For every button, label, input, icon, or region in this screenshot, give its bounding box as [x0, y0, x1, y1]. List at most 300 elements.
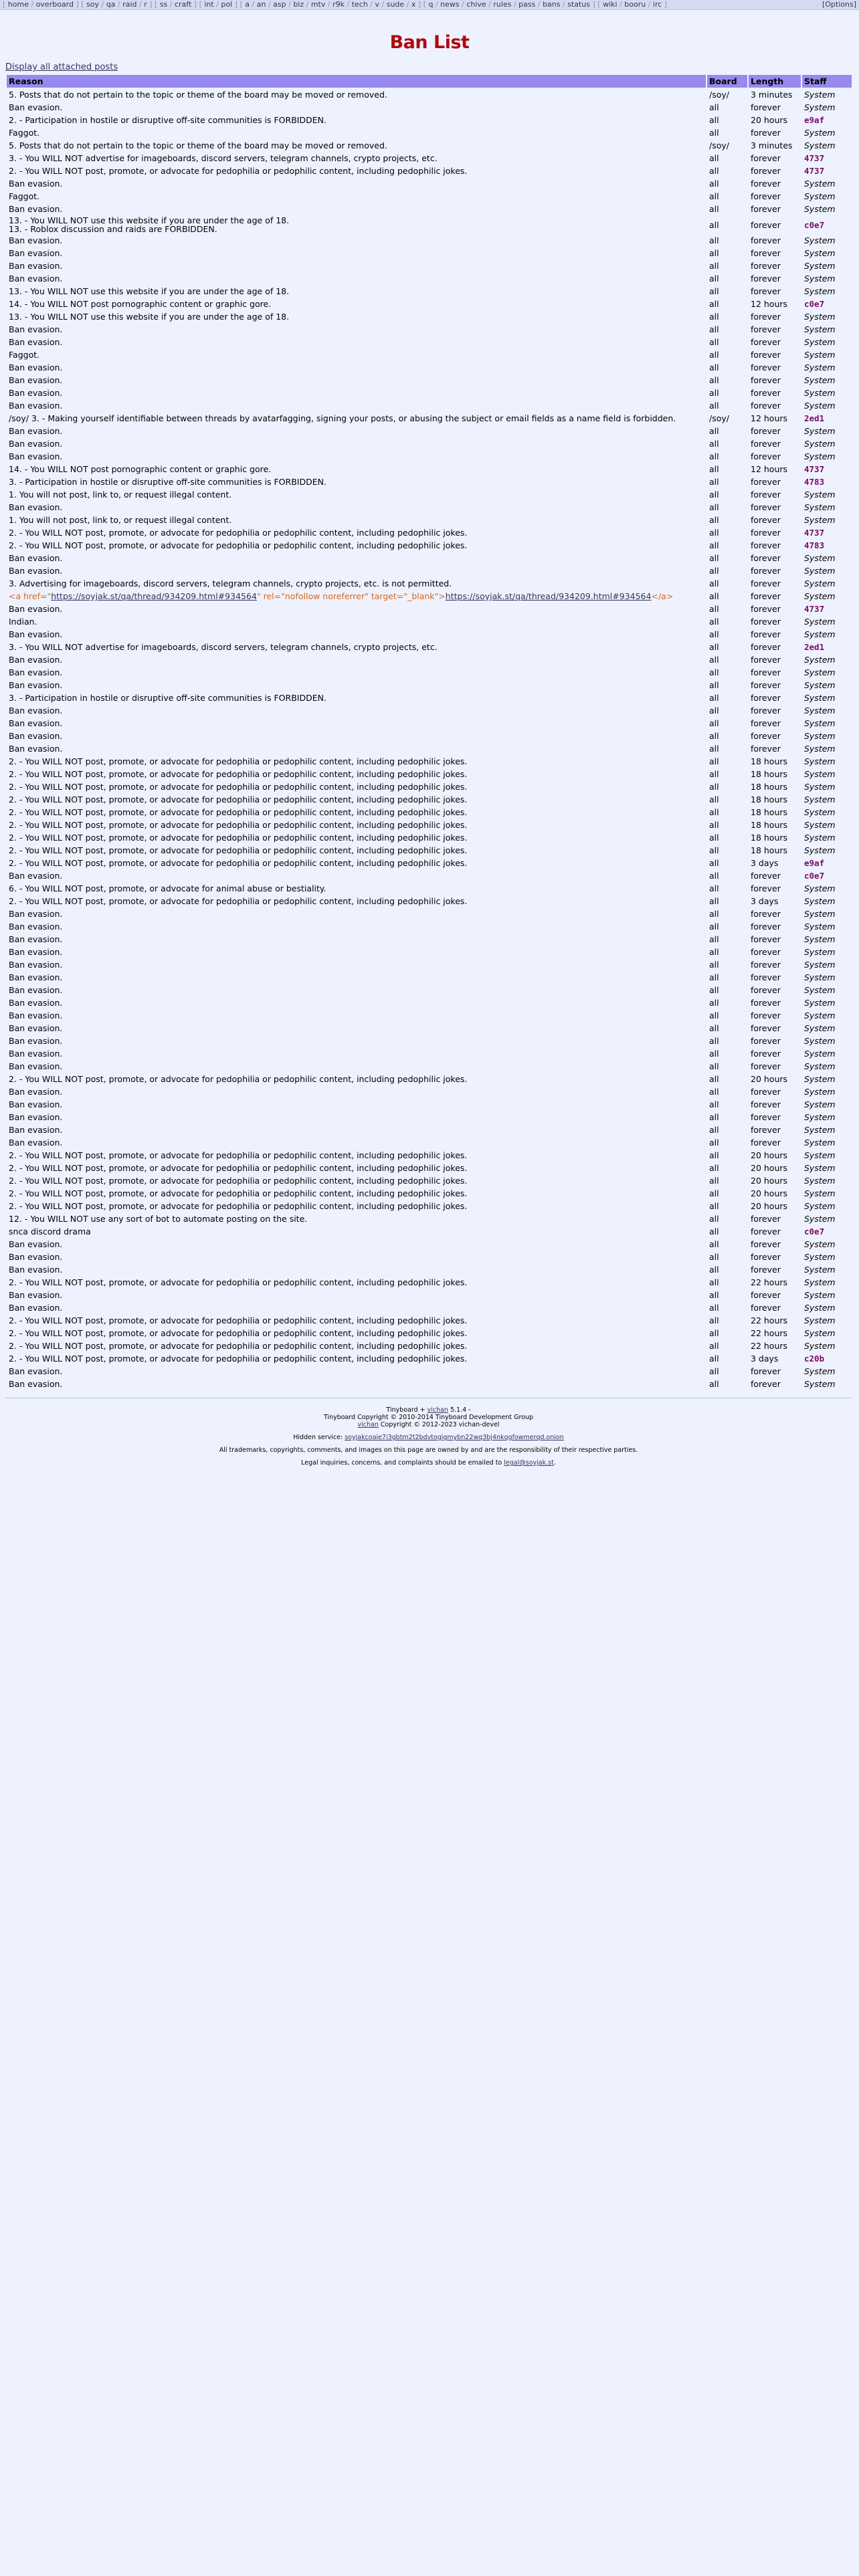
ban-reason: Ban evasion.	[9, 960, 63, 970]
ban-row	[7, 540, 852, 551]
ban-row	[7, 1124, 852, 1136]
ban-reason: Ban evasion.	[9, 947, 63, 957]
ban-reason: 2. - You WILL NOT post, promote, or advocate for pedophilia or pedophilic content, including pedophilic jokes.	[9, 1201, 468, 1211]
nav-link-craft[interactable]: craft	[174, 0, 192, 9]
ban-staff: System	[804, 261, 836, 271]
ban-staff: System	[804, 1252, 836, 1262]
ban-staff: System	[804, 1061, 836, 1071]
nav-separator: /	[250, 0, 257, 9]
ban-length: forever	[751, 102, 781, 112]
nav-separator: /	[304, 0, 311, 9]
nav-link-bans[interactable]: bans	[543, 0, 561, 9]
ban-reason: Ban evasion.	[9, 337, 63, 347]
ban-staff: System	[804, 629, 836, 639]
ban-length: forever	[751, 426, 781, 436]
footer-trademark: All trademarks, copyrights, comments, and images on this page are owned by and are the responsibility of their respective parties.	[219, 1446, 638, 1454]
nav-link-r9k[interactable]: r9k	[332, 0, 345, 9]
ban-reason: Ban evasion.	[9, 718, 63, 728]
ban-board: all	[709, 219, 719, 230]
ban-row	[7, 387, 852, 399]
nav-link-qa[interactable]: qa	[106, 0, 116, 9]
nav-link-home[interactable]: home	[7, 0, 29, 9]
ban-reason: Ban evasion.	[9, 909, 63, 919]
ban-reason: 2. - You WILL NOT post, promote, or advocate for pedophilia or pedophilic content, including pedophilic jokes.	[9, 1150, 468, 1160]
ban-staff: System	[804, 744, 836, 754]
footer-vichan-link-2[interactable]: vichan	[357, 1421, 379, 1428]
nav-link-ss[interactable]: ss	[159, 0, 168, 9]
ban-reason: Ban evasion.	[9, 102, 63, 112]
ban-length: forever	[751, 871, 781, 881]
ban-reason: 2. - You WILL NOT post, promote, or advocate for pedophilia or pedophilic content, including pedophilic jokes.	[9, 794, 468, 804]
ban-reason: Faggot.	[9, 191, 40, 201]
footer-vichan-link[interactable]: vichan	[427, 1406, 448, 1414]
ban-reason: Ban evasion.	[9, 1010, 63, 1021]
ban-board: all	[709, 1074, 719, 1084]
ban-board: all	[709, 191, 719, 201]
ban-row	[7, 934, 852, 945]
ban-row	[7, 1315, 852, 1326]
ban-reason: 2. - You WILL NOT post, promote, or advocate for pedophilia or pedophilic content, including pedophilic jokes.	[9, 782, 468, 792]
nav-separator: /	[213, 0, 221, 9]
ban-row	[7, 768, 852, 780]
ban-length: 12 hours	[751, 299, 788, 309]
ban-reason: Ban evasion.	[9, 1379, 63, 1389]
ban-board: all	[709, 756, 719, 766]
ban-reason: 3. - You WILL NOT advertise for imageboards, discord servers, telegram channels, crypto projects, etc.	[9, 642, 438, 652]
ban-row	[7, 591, 852, 602]
legal-email-link[interactable]: legal@soyjak.st	[504, 1459, 554, 1467]
nav-link-an[interactable]: an	[256, 0, 266, 9]
ban-board: all	[709, 909, 719, 919]
ban-length: forever	[751, 324, 781, 334]
nav-link-r[interactable]: r	[144, 0, 147, 9]
ban-reason	[7, 216, 706, 233]
ban-staff: 4783	[804, 477, 825, 487]
ban-length: forever	[751, 1061, 781, 1071]
ban-staff: System	[804, 515, 836, 525]
ban-staff: System	[804, 756, 836, 766]
ban-board: all	[709, 248, 719, 258]
ban-staff: System	[804, 1150, 836, 1160]
ban-staff: System	[804, 934, 836, 944]
nav-link-pol[interactable]: pol	[221, 0, 233, 9]
ban-row	[7, 756, 852, 767]
header-staff[interactable]: Staff	[802, 75, 852, 88]
ban-row	[7, 1353, 852, 1364]
ban-staff: System	[804, 1010, 836, 1021]
display-attached-posts-link[interactable]: Display all attached posts	[5, 62, 118, 72]
ban-staff: System	[804, 502, 836, 512]
nav-link-x[interactable]: x	[411, 0, 416, 9]
ban-staff: System	[804, 667, 836, 677]
ban-reason: Ban evasion.	[9, 1252, 63, 1262]
nav-link-v[interactable]: v	[375, 0, 380, 9]
reason-post-link[interactable]: https://soyjak.st/qa/thread/934209.html#934564	[51, 591, 257, 601]
ban-staff: System	[804, 820, 836, 830]
ban-length: forever	[751, 998, 781, 1008]
ban-row	[7, 1086, 852, 1097]
ban-reason: Ban evasion.	[9, 179, 63, 189]
ban-row	[7, 641, 852, 653]
ban-row	[7, 114, 852, 126]
ban-reason: Ban evasion.	[9, 1265, 63, 1275]
ban-reason: Ban evasion.	[9, 362, 63, 372]
header-reason[interactable]: Reason	[7, 75, 706, 88]
ban-row	[7, 1099, 852, 1110]
ban-length: 20 hours	[751, 1201, 788, 1211]
ban-row	[7, 1302, 852, 1313]
ban-board: all	[709, 1201, 719, 1211]
nav-link-tech[interactable]: tech	[351, 0, 368, 9]
ban-board: all	[709, 604, 719, 614]
nav-separator: /	[286, 0, 294, 9]
ban-staff: System	[804, 566, 836, 576]
ban-length: forever	[751, 528, 781, 538]
ban-board: all	[709, 286, 719, 296]
ban-reason: 2. - You WILL NOT post, promote, or advocate for pedophilia or pedophilic content, including pedophilic jokes.	[9, 166, 468, 176]
footer-version: 5.1.4 -	[448, 1406, 471, 1414]
ban-board: all	[709, 1049, 719, 1059]
nav-separator: /	[433, 0, 441, 9]
ban-staff: System	[804, 1176, 836, 1186]
ban-reason: snca discord drama	[9, 1226, 91, 1237]
ban-reason: 13. - You WILL NOT use this website if you are under the age of 18.	[9, 286, 290, 296]
ban-staff: System	[804, 324, 836, 334]
ban-length: forever	[751, 439, 781, 449]
ban-board: all	[709, 1176, 719, 1186]
ban-staff: System	[804, 1328, 836, 1338]
ban-staff: System	[804, 1379, 836, 1389]
nav-link-news[interactable]: news	[440, 0, 460, 9]
ban-reason: 2. - You WILL NOT post, promote, or advocate for pedophilia or pedophilic content, including pedophilic jokes.	[9, 756, 468, 766]
ban-row	[7, 730, 852, 742]
hidden-service-label: Hidden service:	[293, 1434, 345, 1441]
ban-reason: 3. - Participation in hostile or disruptive off-site communities is FORBIDDEN.	[9, 477, 326, 487]
ban-reason: 5. Posts that do not pertain to the topic or theme of the board may be moved or removed.	[9, 140, 387, 150]
ban-board: all	[709, 350, 719, 360]
ban-staff: System	[804, 883, 836, 893]
ban-length: forever	[751, 540, 781, 550]
ban-reason: Ban evasion.	[9, 1099, 63, 1109]
nav-link-pass[interactable]: pass	[518, 0, 536, 9]
ban-length: forever	[751, 286, 781, 296]
nav-bracket: ] [	[73, 0, 87, 9]
ban-staff: System	[804, 1214, 836, 1224]
ban-row	[7, 946, 852, 958]
ban-length: forever	[751, 1010, 781, 1021]
options-button[interactable]: [Options]	[822, 0, 856, 9]
ban-reason: Ban evasion.	[9, 922, 63, 932]
ban-row	[7, 336, 852, 348]
header-length[interactable]: Length	[749, 75, 801, 88]
nav-bracket: [	[3, 0, 8, 9]
nav-link-biz[interactable]: biz	[293, 0, 304, 9]
ban-reason: 2. - You WILL NOT post, promote, or advocate for pedophilia or pedophilic content, including pedophilic jokes.	[9, 896, 468, 906]
nav-link-rules[interactable]: rules	[493, 0, 512, 9]
ban-row	[7, 349, 852, 360]
nav-bracket: ] [	[147, 0, 160, 9]
ban-board: all	[709, 204, 719, 214]
ban-board: all	[709, 1303, 719, 1313]
ban-reason: Ban evasion.	[9, 744, 63, 754]
ban-reason: Ban evasion.	[9, 566, 63, 576]
ban-staff: System	[804, 1074, 836, 1084]
ban-staff: System	[804, 312, 836, 322]
ban-reason: 2. - You WILL NOT post, promote, or advocate for pedophilia or pedophilic content, including pedophilic jokes.	[9, 1341, 468, 1351]
ban-reason: Ban evasion.	[9, 553, 63, 563]
ban-reason: 2. - You WILL NOT post, promote, or advocate for pedophilia or pedophilic content, including pedophilic jokes.	[9, 540, 468, 550]
ban-board: all	[709, 566, 719, 576]
ban-row	[7, 502, 852, 513]
ban-reason: Ban evasion.	[9, 235, 63, 245]
ban-staff: System	[804, 274, 836, 284]
ban-row	[7, 1277, 852, 1288]
ban-row	[7, 1061, 852, 1072]
ban-length: forever	[751, 972, 781, 982]
nav-separator: /	[345, 0, 352, 9]
ban-length: forever	[751, 515, 781, 525]
nav-separator: /	[646, 0, 653, 9]
ban-staff: System	[804, 693, 836, 703]
nav-link-irc[interactable]: irc	[652, 0, 662, 9]
ban-board: all	[709, 629, 719, 639]
ban-reason: /soy/ 3. - Making yourself identifiable between threads by avatarfagging, signing your posts, or abusing the subject or email fields as a name field is forbidden.	[9, 413, 676, 423]
reason-post-link[interactable]: https://soyjak.st/qa/thread/934209.html#934564	[445, 591, 652, 601]
ban-board: all	[709, 540, 719, 550]
ban-staff: System	[804, 718, 836, 728]
nav-link-raid[interactable]: raid	[122, 0, 137, 9]
ban-board: all	[709, 845, 719, 855]
ban-row	[7, 832, 852, 843]
ban-length: 20 hours	[751, 115, 788, 125]
ban-staff: System	[804, 191, 836, 201]
ban-row	[7, 997, 852, 1008]
ban-length: forever	[751, 604, 781, 614]
ban-reason: Ban evasion.	[9, 204, 63, 214]
ban-board: all	[709, 362, 719, 372]
ban-board: all	[709, 794, 719, 804]
ban-length: forever	[751, 1379, 781, 1389]
ban-reason: Ban evasion.	[9, 1366, 63, 1376]
footer-vichan-copyright: Copyright © 2012-2023 vichan-devel	[378, 1421, 500, 1428]
ban-row	[7, 1251, 852, 1263]
ban-reason: Ban evasion.	[9, 1125, 63, 1135]
ban-rows	[7, 89, 852, 1390]
ban-board: all	[709, 782, 719, 792]
ban-staff: System	[804, 401, 836, 411]
footer-hidden-service	[5, 1434, 852, 1441]
ban-reason: Ban evasion.	[9, 871, 63, 881]
ban-staff: e9af	[804, 858, 825, 868]
ban-staff: System	[804, 350, 836, 360]
ban-board: all	[709, 1354, 719, 1364]
ban-row	[7, 451, 852, 462]
ban-length: forever	[751, 375, 781, 385]
ban-length: forever	[751, 1214, 781, 1224]
ban-staff: System	[804, 972, 836, 982]
ban-board: all	[709, 617, 719, 627]
ban-length: forever	[751, 1099, 781, 1109]
ban-staff: System	[804, 1239, 836, 1249]
nav-link-q[interactable]: q	[428, 0, 434, 9]
ban-board: all	[709, 464, 719, 474]
ban-length: forever	[751, 248, 781, 258]
nav-bracket: ] [	[191, 0, 205, 9]
ban-row	[7, 1073, 852, 1085]
ban-board: all	[709, 451, 719, 461]
onion-link[interactable]: soyjakcoaie7i3gbtm2t2bdvtogigmybn22wq3bj4nkqgfowmerqd.onion	[345, 1434, 564, 1441]
nav-link-sude[interactable]: sude	[386, 0, 405, 9]
ban-staff: System	[804, 960, 836, 970]
ban-board: all	[709, 642, 719, 652]
nav-link-overboard[interactable]: overboard	[35, 0, 74, 9]
ban-board: all	[709, 731, 719, 741]
ban-length: forever	[751, 629, 781, 639]
ban-length: forever	[751, 1252, 781, 1262]
ban-length: forever	[751, 179, 781, 189]
ban-row	[7, 908, 852, 920]
nav-link-soy[interactable]: soy	[86, 0, 100, 9]
ban-length: 3 days	[751, 1354, 779, 1364]
ban-staff: System	[804, 1036, 836, 1046]
ban-board: all	[709, 972, 719, 982]
ban-length: 3 minutes	[751, 140, 793, 150]
ban-length: 18 hours	[751, 807, 788, 817]
ban-reason-line: 13. - Roblox discussion and raids are FORBIDDEN.	[9, 224, 217, 233]
ban-length: 18 hours	[751, 833, 788, 843]
ban-staff: System	[804, 90, 836, 100]
ban-length: forever	[751, 128, 781, 138]
ban-board: all	[709, 375, 719, 385]
ban-reason: Ban evasion.	[9, 655, 63, 665]
ban-reason: 2. - You WILL NOT post, promote, or advocate for pedophilia or pedophilic content, including pedophilic jokes.	[9, 845, 468, 855]
ban-staff: System	[804, 1341, 836, 1351]
ban-staff: System	[804, 1125, 836, 1135]
nav-separator: /	[28, 0, 36, 9]
ban-reason: 2. - You WILL NOT post, promote, or advocate for pedophilia or pedophilic content, including pedophilic jokes.	[9, 1163, 468, 1173]
ban-row	[7, 1111, 852, 1123]
ban-row	[7, 514, 852, 526]
nav-link-int[interactable]: int	[204, 0, 214, 9]
ban-staff: System	[804, 1049, 836, 1059]
ban-length: forever	[751, 1112, 781, 1122]
ban-staff: System	[804, 179, 836, 189]
ban-row	[7, 1213, 852, 1224]
ban-row	[7, 743, 852, 754]
ban-length: forever	[751, 718, 781, 728]
ban-row	[7, 260, 852, 272]
ban-reason: 2. - You WILL NOT post, promote, or advocate for pedophilia or pedophilic content, including pedophilic jokes.	[9, 1176, 468, 1186]
nav-link-asp[interactable]: asp	[273, 0, 286, 9]
ban-row	[7, 463, 852, 475]
ban-board: all	[709, 477, 719, 487]
ban-staff: 4737	[804, 604, 825, 614]
nav-link-mtv[interactable]: mtv	[310, 0, 326, 9]
nav-separator: /	[266, 0, 274, 9]
legal-text: Legal inquiries, concerns, and complaints should be emailed to	[301, 1459, 504, 1467]
ban-reason: 12. - You WILL NOT use any sort of bot to automate posting on the site.	[9, 1214, 308, 1224]
ban-length: forever	[751, 680, 781, 690]
ban-length: forever	[751, 1036, 781, 1046]
ban-staff: System	[804, 1303, 836, 1313]
ban-staff: c0e7	[804, 299, 825, 309]
nav-link-wiki[interactable]: wiki	[603, 0, 617, 9]
ban-board: all	[709, 871, 719, 881]
ban-reason: Ban evasion.	[9, 604, 63, 614]
ban-length: 22 hours	[751, 1315, 788, 1325]
ban-staff: 4783	[804, 540, 825, 550]
ban-length: forever	[751, 350, 781, 360]
ban-board: all	[709, 1214, 719, 1224]
ban-reason: Ban evasion.	[9, 1087, 63, 1097]
ban-row	[7, 794, 852, 805]
ban-board: all	[709, 388, 719, 398]
header-board[interactable]: Board	[707, 75, 747, 88]
ban-row	[7, 921, 852, 932]
ban-reason	[7, 591, 706, 602]
nav-separator: /	[167, 0, 175, 9]
ban-row	[7, 1137, 852, 1148]
nav-bracket: ]	[662, 0, 668, 9]
ban-board: all	[709, 883, 719, 893]
ban-length: forever	[751, 731, 781, 741]
nav-separator: /	[535, 0, 543, 9]
ban-staff: System	[804, 947, 836, 957]
nav-link-a[interactable]: a	[245, 0, 250, 9]
ban-staff: System	[804, 731, 836, 741]
ban-length: forever	[751, 617, 781, 627]
ban-board: all	[709, 261, 719, 271]
ban-board: all	[709, 235, 719, 245]
ban-length: forever	[751, 477, 781, 487]
ban-reason: 2. - Participation in hostile or disruptive off-site communities is FORBIDDEN.	[9, 115, 326, 125]
footer-tinyboard-copyright: Tinyboard Copyright © 2010-2014 Tinyboard Development Group	[323, 1414, 534, 1421]
ban-staff: 4737	[804, 464, 825, 474]
ban-row	[7, 1289, 852, 1301]
ban-reason: Ban evasion.	[9, 1303, 63, 1313]
ban-length: forever	[751, 191, 781, 201]
nav-link-booru[interactable]: booru	[624, 0, 646, 9]
nav-bracket: ] [	[232, 0, 246, 9]
ban-row	[7, 425, 852, 437]
ban-row	[7, 476, 852, 488]
ban-staff: System	[804, 845, 836, 855]
board-nav	[3, 0, 667, 9]
ban-row	[7, 311, 852, 322]
ban-row	[7, 781, 852, 792]
ban-row	[7, 89, 852, 100]
ban-reason: 3. Advertising for imageboards, discord servers, telegram channels, crypto projects, etc. is not permitted.	[9, 578, 452, 588]
ban-row	[7, 972, 852, 983]
ban-length: 12 hours	[751, 413, 788, 423]
ban-staff: 4737	[804, 528, 825, 538]
ban-reason: Ban evasion.	[9, 1023, 63, 1033]
ban-row	[7, 1150, 852, 1161]
ban-staff: 4737	[804, 153, 825, 163]
nav-separator: /	[486, 0, 494, 9]
nav-link-status[interactable]: status	[567, 0, 591, 9]
ban-length: 3 days	[751, 858, 779, 868]
ban-row	[7, 679, 852, 691]
ban-board: all	[709, 1150, 719, 1160]
ban-row	[7, 718, 852, 729]
nav-link-chive[interactable]: chive	[466, 0, 486, 9]
ban-board: all	[709, 312, 719, 322]
ban-length: forever	[751, 362, 781, 372]
ban-staff: 2ed1	[804, 642, 825, 652]
ban-staff: System	[804, 1099, 836, 1109]
ban-reason: Ban evasion.	[9, 261, 63, 271]
